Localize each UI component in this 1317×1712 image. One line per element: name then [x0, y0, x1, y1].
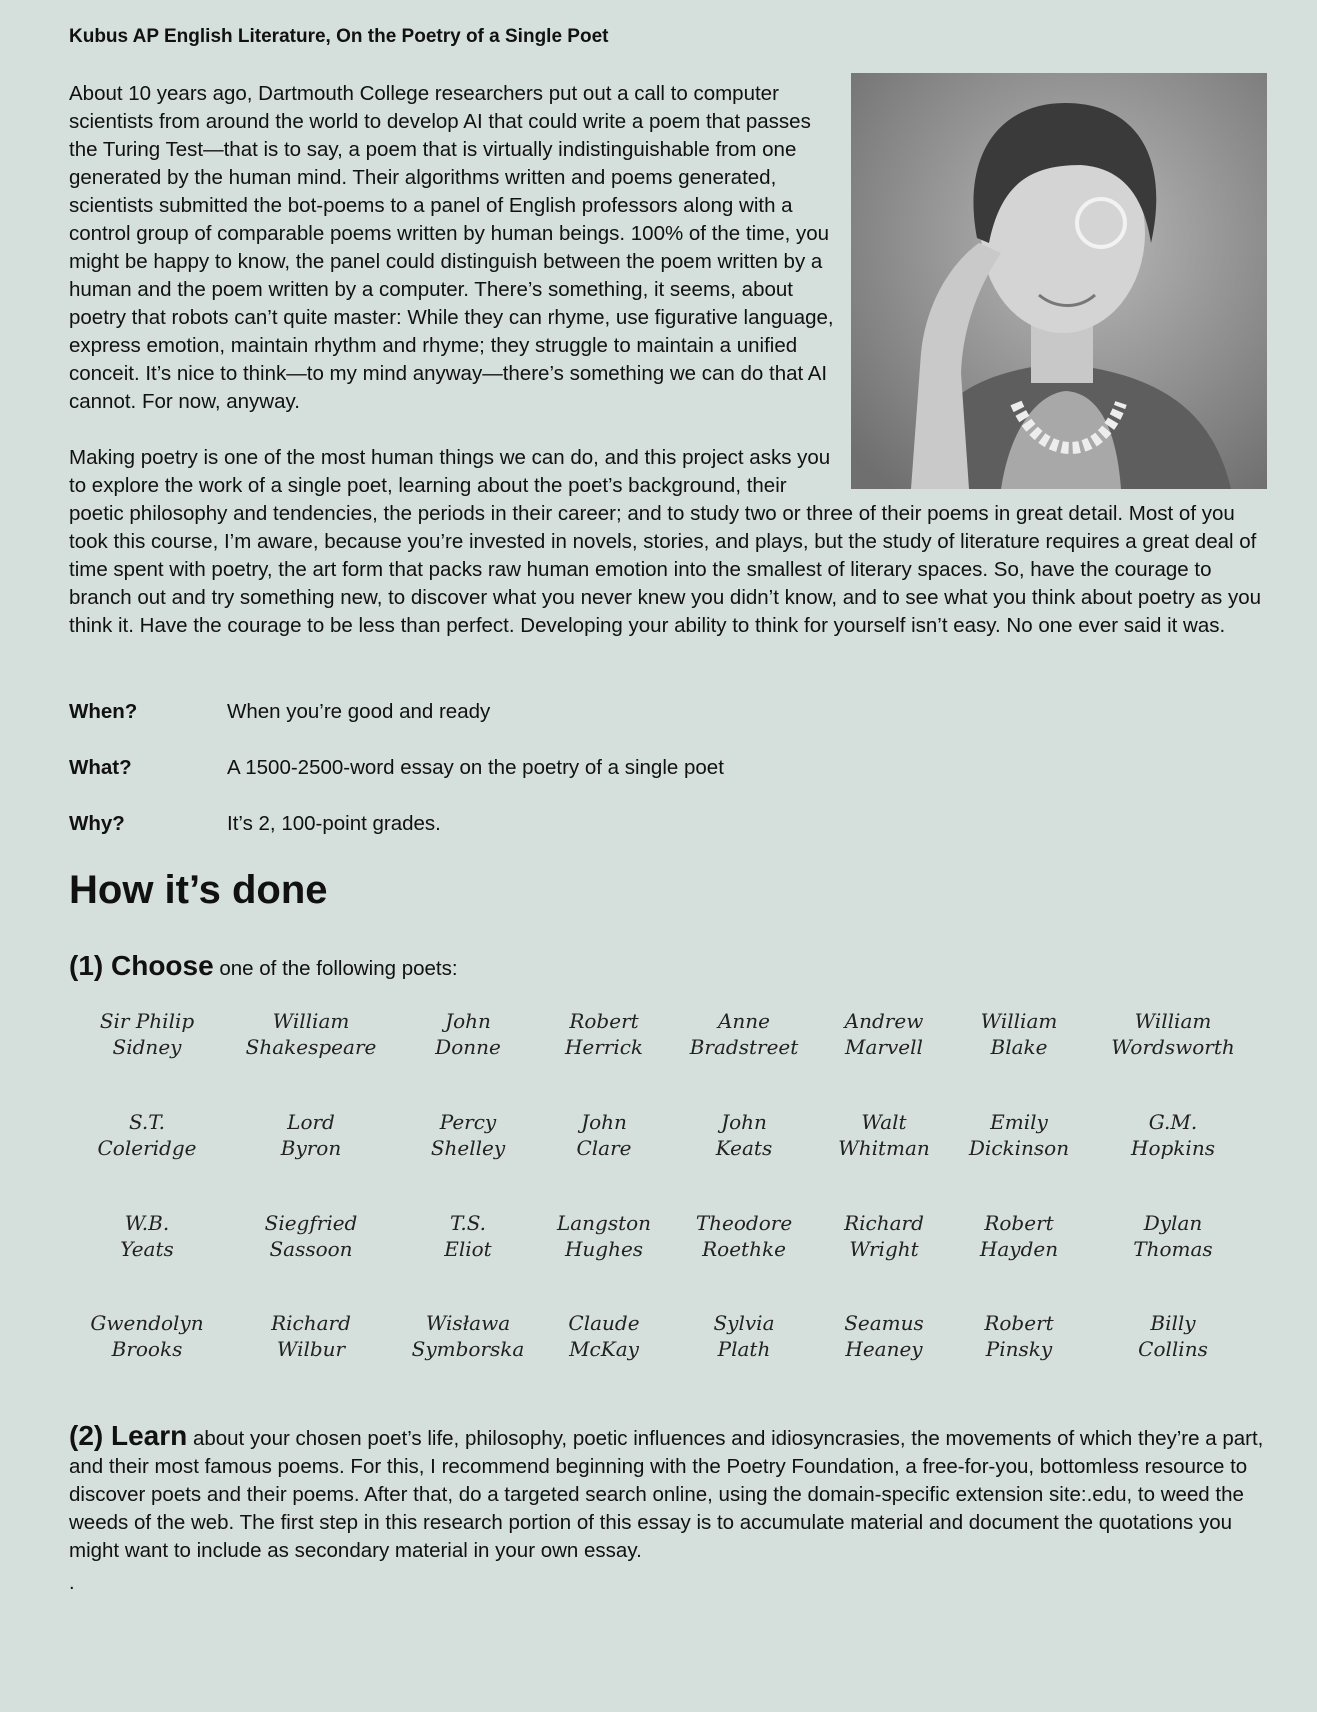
poet-last-name: Brooks	[111, 1337, 183, 1361]
poet-grid	[69, 1008, 1265, 1378]
poet-first-name: Walt	[861, 1110, 907, 1134]
poet-last-name: Pinsky	[985, 1337, 1053, 1361]
poet-first-name: Dylan	[1143, 1211, 1203, 1235]
poet-last-name: Thomas	[1133, 1237, 1213, 1261]
poet-first-name: Billy	[1150, 1311, 1196, 1335]
poet-first-name: Lord	[287, 1110, 335, 1134]
poet-first-name: Theodore	[695, 1211, 793, 1235]
poet-option	[944, 1310, 1094, 1362]
poet-first-name: G.M.	[1148, 1110, 1198, 1134]
poet-option	[1098, 1109, 1248, 1161]
poet-option	[393, 1310, 543, 1362]
step-2-lead: (2) Learn	[69, 1420, 188, 1451]
step-1-heading	[69, 950, 458, 982]
qa-label: Why?	[69, 812, 125, 835]
poet-first-name: Siegfried	[264, 1211, 358, 1235]
poet-option	[236, 1310, 386, 1362]
poet-first-name: William	[980, 1009, 1058, 1033]
poet-last-name: Roethke	[702, 1237, 786, 1261]
poet-last-name: Shelley	[430, 1136, 506, 1160]
poet-first-name: John	[445, 1009, 491, 1033]
poet-option	[72, 1008, 222, 1060]
step-1-rest: one of the following poets:	[213, 957, 458, 980]
poet-option	[236, 1008, 386, 1060]
poet-option	[236, 1109, 386, 1161]
poet-first-name: Percy	[439, 1110, 497, 1134]
poet-option	[669, 1008, 819, 1060]
poet-first-name: William	[1134, 1009, 1212, 1033]
step-2-paragraph	[69, 1422, 1265, 1565]
poet-last-name: Hughes	[564, 1237, 644, 1261]
poet-first-name: Seamus	[844, 1311, 924, 1335]
poet-last-name: Herrick	[564, 1035, 644, 1059]
intro-paragraph-2: Making poetry is one of the most human things we can do, and this project asks you to explore the work of a single poet, learning about the poet’s background, their poetic philosophy and tendencies, the periods in their career; and to study two or three of their poems in great detail. Most of you took this course, I’m aware, because you’re invested in novels, stories, and plays, but the study of literature requires a great deal of time spent with poetry, the art form that packs raw human emotion into the smallest of literary spaces. So, have the courage to branch out and try something new, to discover what you never knew you didn’t know, and to see what you think about poetry as you think it. Have the courage to be less than perfect. Developing your ability to think for yourself isn’t easy. No one ever said it was.	[69, 446, 1261, 637]
poet-option	[393, 1008, 543, 1060]
poet-last-name: Symborska	[411, 1337, 525, 1361]
qa-answer: It’s 2, 100-point grades.	[227, 812, 441, 835]
poet-last-name: Wilbur	[276, 1337, 346, 1361]
poet-first-name: Anne	[717, 1009, 771, 1033]
poet-option	[529, 1008, 679, 1060]
poet-first-name: Robert	[984, 1211, 1054, 1235]
poet-first-name: John	[581, 1110, 627, 1134]
poet-option	[669, 1109, 819, 1161]
poet-last-name: Wordsworth	[1111, 1035, 1235, 1059]
poet-last-name: Eliot	[444, 1237, 492, 1261]
poet-last-name: McKay	[569, 1337, 639, 1361]
poet-last-name: Plath	[717, 1337, 771, 1361]
poet-first-name: Sir Philip	[99, 1009, 195, 1033]
poet-option	[809, 1109, 959, 1161]
poet-last-name: Heaney	[845, 1337, 923, 1361]
qa-answer: A 1500-2500-word essay on the poetry of a single poet	[227, 756, 724, 779]
poet-last-name: Donne	[435, 1035, 501, 1059]
poet-option	[809, 1310, 959, 1362]
poet-option	[669, 1310, 819, 1362]
poet-first-name: S.T.	[128, 1110, 166, 1134]
poet-option	[72, 1310, 222, 1362]
poet-last-name: Shakespeare	[245, 1035, 377, 1059]
poet-last-name: Sidney	[112, 1035, 182, 1059]
step-1-lead: (1) Choose	[69, 950, 214, 981]
step-2-text: about your chosen poet’s life, philosophy, poetic influences and idiosyncrasies, the movements of which they’re a part, and their most famous poems. For this, I recommend beginning with the Poetry Foundation, a free-for-you, bottomless resource to discover poets and their poems. After that, do a targeted search online, using the domain-specific extension site:.edu, to weed the weeds of the web. The first step in this research portion of this essay is to accumulate material and document the quotations you might want to include as secondary material in your own essay.	[69, 1427, 1264, 1562]
poet-last-name: Coleridge	[97, 1136, 197, 1160]
poet-option	[809, 1210, 959, 1262]
poet-last-name: Byron	[280, 1136, 342, 1160]
poet-option	[944, 1008, 1094, 1060]
poet-first-name: John	[721, 1110, 767, 1134]
poet-option	[1098, 1008, 1248, 1060]
poet-first-name: W.B.	[124, 1211, 170, 1235]
poet-option	[393, 1109, 543, 1161]
poet-last-name: Collins	[1138, 1337, 1208, 1361]
poet-option	[669, 1210, 819, 1262]
qa-answer: When you’re good and ready	[227, 700, 491, 723]
qa-label: What?	[69, 756, 132, 779]
poet-last-name: Sassoon	[269, 1237, 353, 1261]
poet-first-name: Claude	[568, 1311, 640, 1335]
poet-first-name: Sylvia	[713, 1311, 775, 1335]
poet-last-name: Blake	[990, 1035, 1048, 1059]
poet-first-name: Richard	[271, 1311, 351, 1335]
document-header: Kubus AP English Literature, On the Poetry of a Single Poet	[69, 26, 609, 47]
poet-last-name: Hopkins	[1131, 1136, 1215, 1160]
poet-first-name: Wisława	[425, 1311, 511, 1335]
poet-option	[944, 1109, 1094, 1161]
poet-option	[809, 1008, 959, 1060]
poet-last-name: Whitman	[838, 1136, 930, 1160]
poet-last-name: Marvell	[845, 1035, 923, 1059]
poet-last-name: Hayden	[979, 1237, 1059, 1261]
poet-portrait-photo	[851, 73, 1267, 489]
poet-first-name: William	[272, 1009, 350, 1033]
poet-first-name: Andrew	[844, 1009, 924, 1033]
poet-last-name: Keats	[715, 1136, 773, 1160]
poet-first-name: Richard	[844, 1211, 924, 1235]
poet-option	[529, 1310, 679, 1362]
poet-option	[529, 1210, 679, 1262]
section-heading: How it’s done	[69, 868, 328, 912]
poet-option	[1098, 1310, 1248, 1362]
trailing-mark: .	[69, 1572, 75, 1594]
poet-last-name: Dickinson	[968, 1136, 1070, 1160]
poet-last-name: Bradstreet	[689, 1035, 799, 1059]
poet-option	[72, 1210, 222, 1262]
poet-last-name: Clare	[576, 1136, 632, 1160]
poet-first-name: Gwendolyn	[90, 1311, 204, 1335]
poet-first-name: Robert	[984, 1311, 1054, 1335]
poet-last-name: Wright	[849, 1237, 919, 1261]
poet-option	[944, 1210, 1094, 1262]
poet-first-name: Emily	[990, 1110, 1048, 1134]
poet-option	[236, 1210, 386, 1262]
poet-last-name: Yeats	[120, 1237, 174, 1261]
poet-option	[1098, 1210, 1248, 1262]
poet-option	[529, 1109, 679, 1161]
intro-paragraph-1: About 10 years ago, Dartmouth College researchers put out a call to computer scientists from around the world to develop AI that could write a poem that passes the Turing Test—that is to say, a poem that is virtually indistinguishable from one generated by the human mind. Their algorithms written and poems generated, scientists submitted the bot-poems to a panel of English professors along with a control group of comparable poems written by human beings. 100% of the time, you might be happy to know, the panel could distinguish between the poem written by a human and the poem written by a computer. There’s something, it seems, about poetry that robots can’t quite master: While they can rhyme, use figurative language, express emotion, maintain rhythm and rhyme; they struggle to maintain a unified conceit. It’s nice to think—to my mind anyway—there’s something we can do that AI cannot. For now, anyway.	[69, 82, 834, 413]
poet-first-name: Langston	[556, 1211, 652, 1235]
poet-first-name: T.S.	[449, 1211, 487, 1235]
poet-option	[393, 1210, 543, 1262]
poet-option	[72, 1109, 222, 1161]
qa-label: When?	[69, 700, 138, 723]
poet-first-name: Robert	[569, 1009, 639, 1033]
